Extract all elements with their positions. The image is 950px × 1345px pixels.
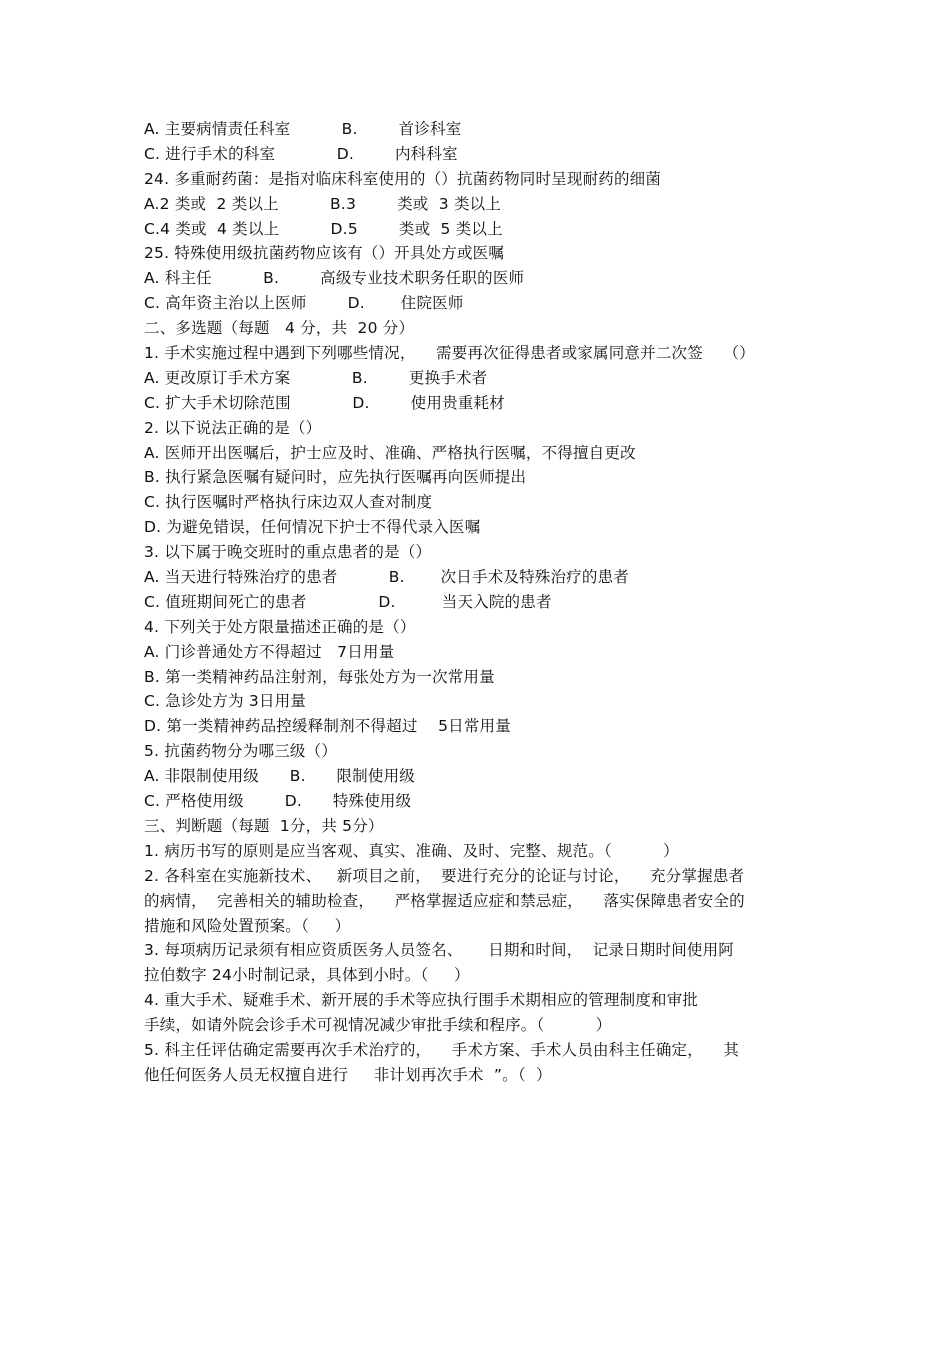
text-line: C.4 类或 4 类以上 D.5 类或 5 类以上	[144, 219, 503, 238]
text-line: 4. 下列关于处方限量描述正确的是（）	[144, 617, 416, 636]
text-line: B. 第一类精神药品注射剂，每张处方为一次常用量	[144, 667, 495, 686]
text-line: 二、多选题（每题 4 分，共 20 分）	[144, 319, 415, 338]
text-line: A. 门诊普通处方不得超过 7日用量	[144, 642, 395, 661]
text-line: 拉伯数字 24小时制记录，具体到小时。（ ）	[144, 966, 470, 985]
text-line: D. 第一类精神药品控缓释制剂不得超过 5日常用量	[144, 717, 511, 736]
text-line: A. 科主任 B. 高级专业技术职务任职的医师	[144, 269, 525, 288]
text-line: C. 急诊处方为 3日用量	[144, 692, 307, 711]
text-line: 1. 病历书写的原则是应当客观、真实、准确、及时、完整、规范。（ ）	[144, 841, 679, 860]
text-line: D. 为避免错误，任何情况下护士不得代录入医嘱	[144, 518, 481, 537]
text-line: 手续，如请外院会诊手术可视情况减少审批手续和程序。（ ）	[144, 1016, 612, 1035]
text-line: 3. 每项病历记录须有相应资质医务人员签名、 日期和时间， 记录日期时间使用阿	[144, 941, 735, 960]
text-line: 他任何医务人员无权擅自进行 非计划再次手术 ”。（ ）	[144, 1065, 552, 1084]
text-line: C. 扩大手术切除范围 D. 使用贵重耗材	[144, 393, 505, 412]
text-line: 2. 各科室在实施新技术、 新项目之前， 要进行充分的论证与讨论， 充分掌握患者	[144, 866, 745, 885]
text-line: C. 高年资主治以上医师 D. 住院医师	[144, 294, 464, 313]
text-line: A. 主要病情责任科室 B. 首诊科室	[144, 120, 462, 138]
text-line: 5. 抗菌药物分为哪三级（）	[144, 742, 338, 761]
text-line: 3. 以下属于晚交班时的重点患者的是（）	[144, 543, 432, 562]
text-line: C. 严格使用级 D. 特殊使用级	[144, 792, 412, 811]
text-line: 1. 手术实施过程中遇到下列哪些情况， 需要再次征得患者或家属同意并二次签 （）	[144, 344, 755, 363]
text-line: A. 更改原订手术方案 B. 更换手术者	[144, 368, 488, 387]
text-line: C. 值班期间死亡的患者 D. 当天入院的患者	[144, 592, 552, 611]
text-line: A. 非限制使用级 B. 限制使用级	[144, 767, 415, 786]
text-line: A. 当天进行特殊治疗的患者 B. 次日手术及特殊治疗的患者	[144, 568, 630, 587]
text-line: 5. 科主任评估确定需要再次手术治疗的， 手术方案、手术人员由科主任确定， 其	[144, 1040, 740, 1059]
text-line: 4. 重大手术、疑难手术、新开展的手术等应执行围手术期相应的管理制度和审批	[144, 991, 699, 1010]
text-line: 的病情， 完善相关的辅助检查， 严格掌握适应症和禁忌症， 落实保障患者安全的	[144, 891, 745, 910]
text-line: 2. 以下说法正确的是（）	[144, 418, 322, 437]
text-line: 三、判断题（每题 1分，共 5分）	[144, 816, 384, 835]
document-content	[144, 117, 824, 1088]
text-line: A. 医师开出医嘱后，护士应及时、准确、严格执行医嘱，不得擅自更改	[144, 443, 636, 462]
text-line: C. 进行手术的科室 D. 内科科室	[144, 144, 458, 163]
text-line: 24. 多重耐药菌：是指对临床科室使用的（）抗菌药物同时呈现耐药的细菌	[144, 169, 662, 188]
text-line: 25. 特殊使用级抗菌药物应该有（）开具处方或医嘱	[144, 244, 505, 263]
text-line: C. 执行医嘱时严格执行床边双人查对制度	[144, 493, 433, 512]
text-line: 措施和风险处置预案。（ ）	[144, 916, 351, 935]
text-line: A.2 类或 2 类以上 B.3 类或 3 类以上	[144, 194, 502, 213]
text-line: B. 执行紧急医嘱有疑问时，应先执行医嘱再向医师提出	[144, 468, 527, 487]
